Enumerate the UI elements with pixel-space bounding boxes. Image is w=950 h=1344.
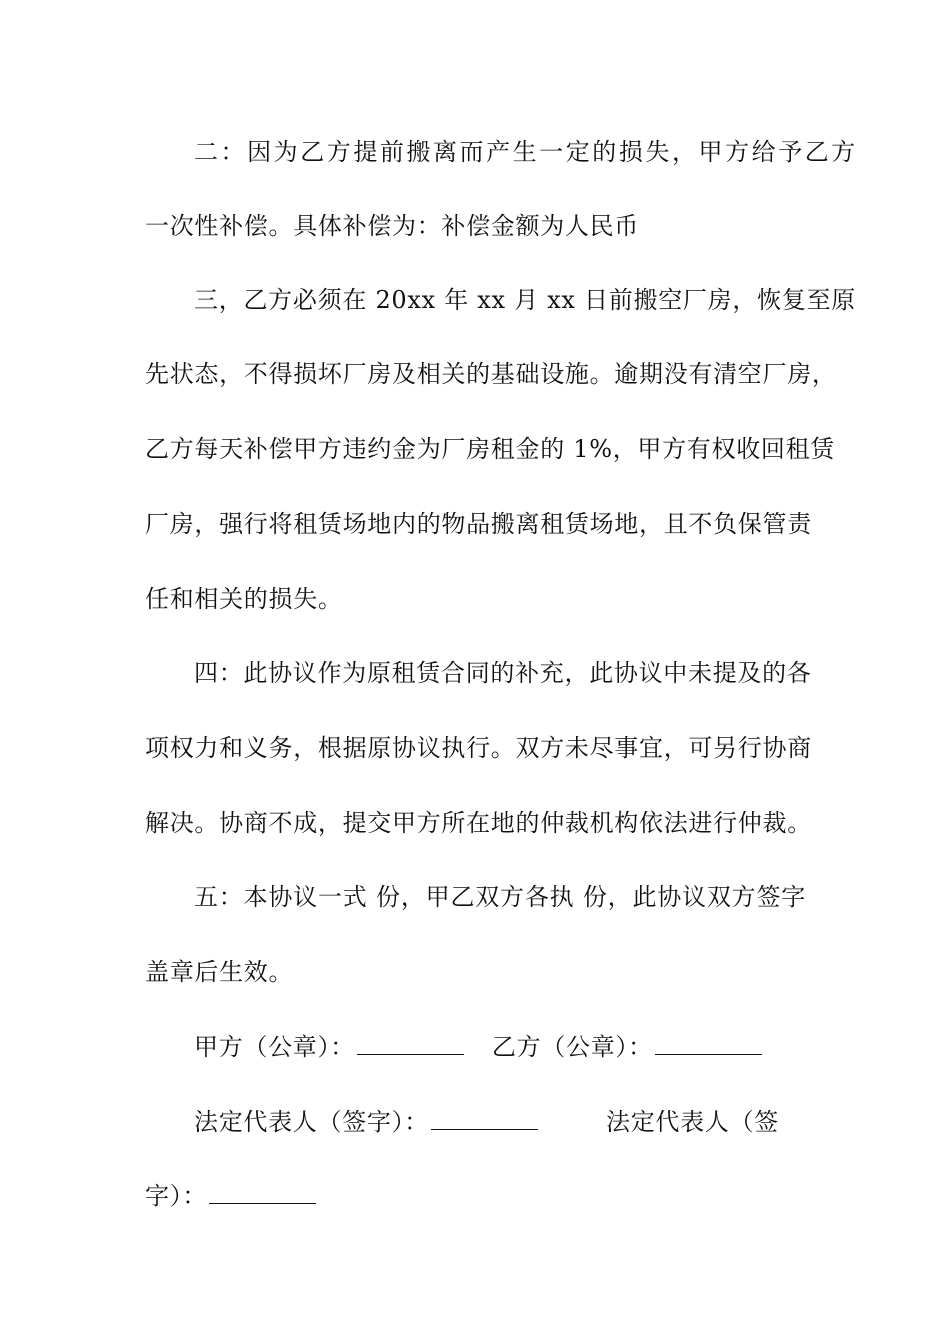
legal-rep-a-label: 法定代表人（签字）： bbox=[194, 1108, 429, 1136]
paragraph-4-line-2: 项权力和义务，根据原协议执行。双方未尽事宜，可另行协商 bbox=[145, 734, 812, 762]
paragraph-4-line-3: 解决。协商不成，提交甲方所在地的仲裁机构依法进行仲裁。 bbox=[145, 809, 812, 837]
legal-rep-a-blank bbox=[431, 1107, 538, 1130]
party-a-seal-blank bbox=[357, 1032, 464, 1055]
legal-rep-b-blank bbox=[209, 1181, 316, 1204]
paragraph-3-line-5: 任和相关的损失。 bbox=[145, 585, 343, 613]
party-b-seal-blank bbox=[655, 1032, 762, 1055]
legal-rep-b-label-part1: 法定代表人（签 bbox=[606, 1108, 779, 1136]
paragraph-2-line-2: 一次性补偿。具体补偿为：补偿金额为人民币 bbox=[145, 212, 639, 240]
paragraph-3-line-3: 乙方每天补偿甲方违约金为厂房租金的 1%，甲方有权收回租赁 bbox=[145, 435, 836, 463]
paragraph-2-line-1: 二：因为乙方提前搬离而产生一定的损失，甲方给予乙方 bbox=[194, 138, 856, 166]
paragraph-5-line-2: 盖章后生效。 bbox=[145, 958, 294, 986]
legal-rep-b-label-part2: 字）： bbox=[145, 1182, 208, 1210]
party-a-seal-label: 甲方（公章）： bbox=[194, 1033, 355, 1061]
party-b-seal-label: 乙方（公章）： bbox=[491, 1033, 653, 1061]
paragraph-4-line-1: 四：此协议作为原租赁合同的补充，此协议中未提及的各 bbox=[194, 659, 812, 687]
paragraph-3-line-4: 厂房，强行将租赁场地内的物品搬离租赁场地，且不负保管责 bbox=[145, 510, 812, 538]
legal-representative-line bbox=[194, 1107, 874, 1137]
paragraph-3-line-1: 三，乙方必须在 20xx 年 xx 月 xx 日前搬空厂房，恢复至原 bbox=[194, 286, 856, 314]
paragraph-3-line-2: 先状态，不得损坏厂房及相关的基础设施。逾期没有清空厂房， bbox=[145, 360, 837, 388]
paragraph-5-line-1: 五：本协议一式 份，甲乙双方各执 份，此协议双方签字 bbox=[194, 883, 806, 911]
seal-signature-line bbox=[194, 1032, 874, 1062]
legal-representative-b-continuation bbox=[145, 1181, 825, 1211]
